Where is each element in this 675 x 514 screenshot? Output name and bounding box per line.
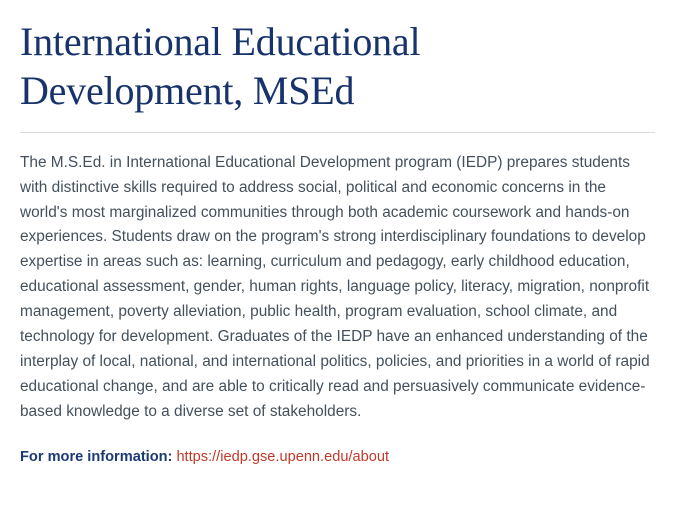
- title-divider: [20, 132, 655, 133]
- program-description: The M.S.Ed. in International Educational Development program (IEDP) prepares students with distinctive skills required to address social, political and economic concerns in the world's most marginalized communities through both academic coursework and hands-on experiences. Students draw on the program's strong interdisciplinary foundations to develop expertise in areas such as: learning, curriculum and pedagogy, early childhood education, educational assessment, gender, human rights, language policy, literacy, migration, nonprofit management, poverty alleviation, public health, program evaluation, school climate, and technology for development. Graduates of the IEDP have an enhanced understanding of the interplay of local, national, and international politics, policies, and priorities in a world of rapid educational change, and are able to critically read and persuasively communicate evidence-based knowledge to a diverse set of stakeholders.: [20, 153, 650, 421]
- page-title: International Educational Development, MSEd: [20, 19, 421, 113]
- more-information-link[interactable]: https://iedp.gse.upenn.edu/about: [176, 449, 390, 466]
- more-information: [20, 447, 655, 469]
- more-information-label: For more information:: [20, 449, 173, 466]
